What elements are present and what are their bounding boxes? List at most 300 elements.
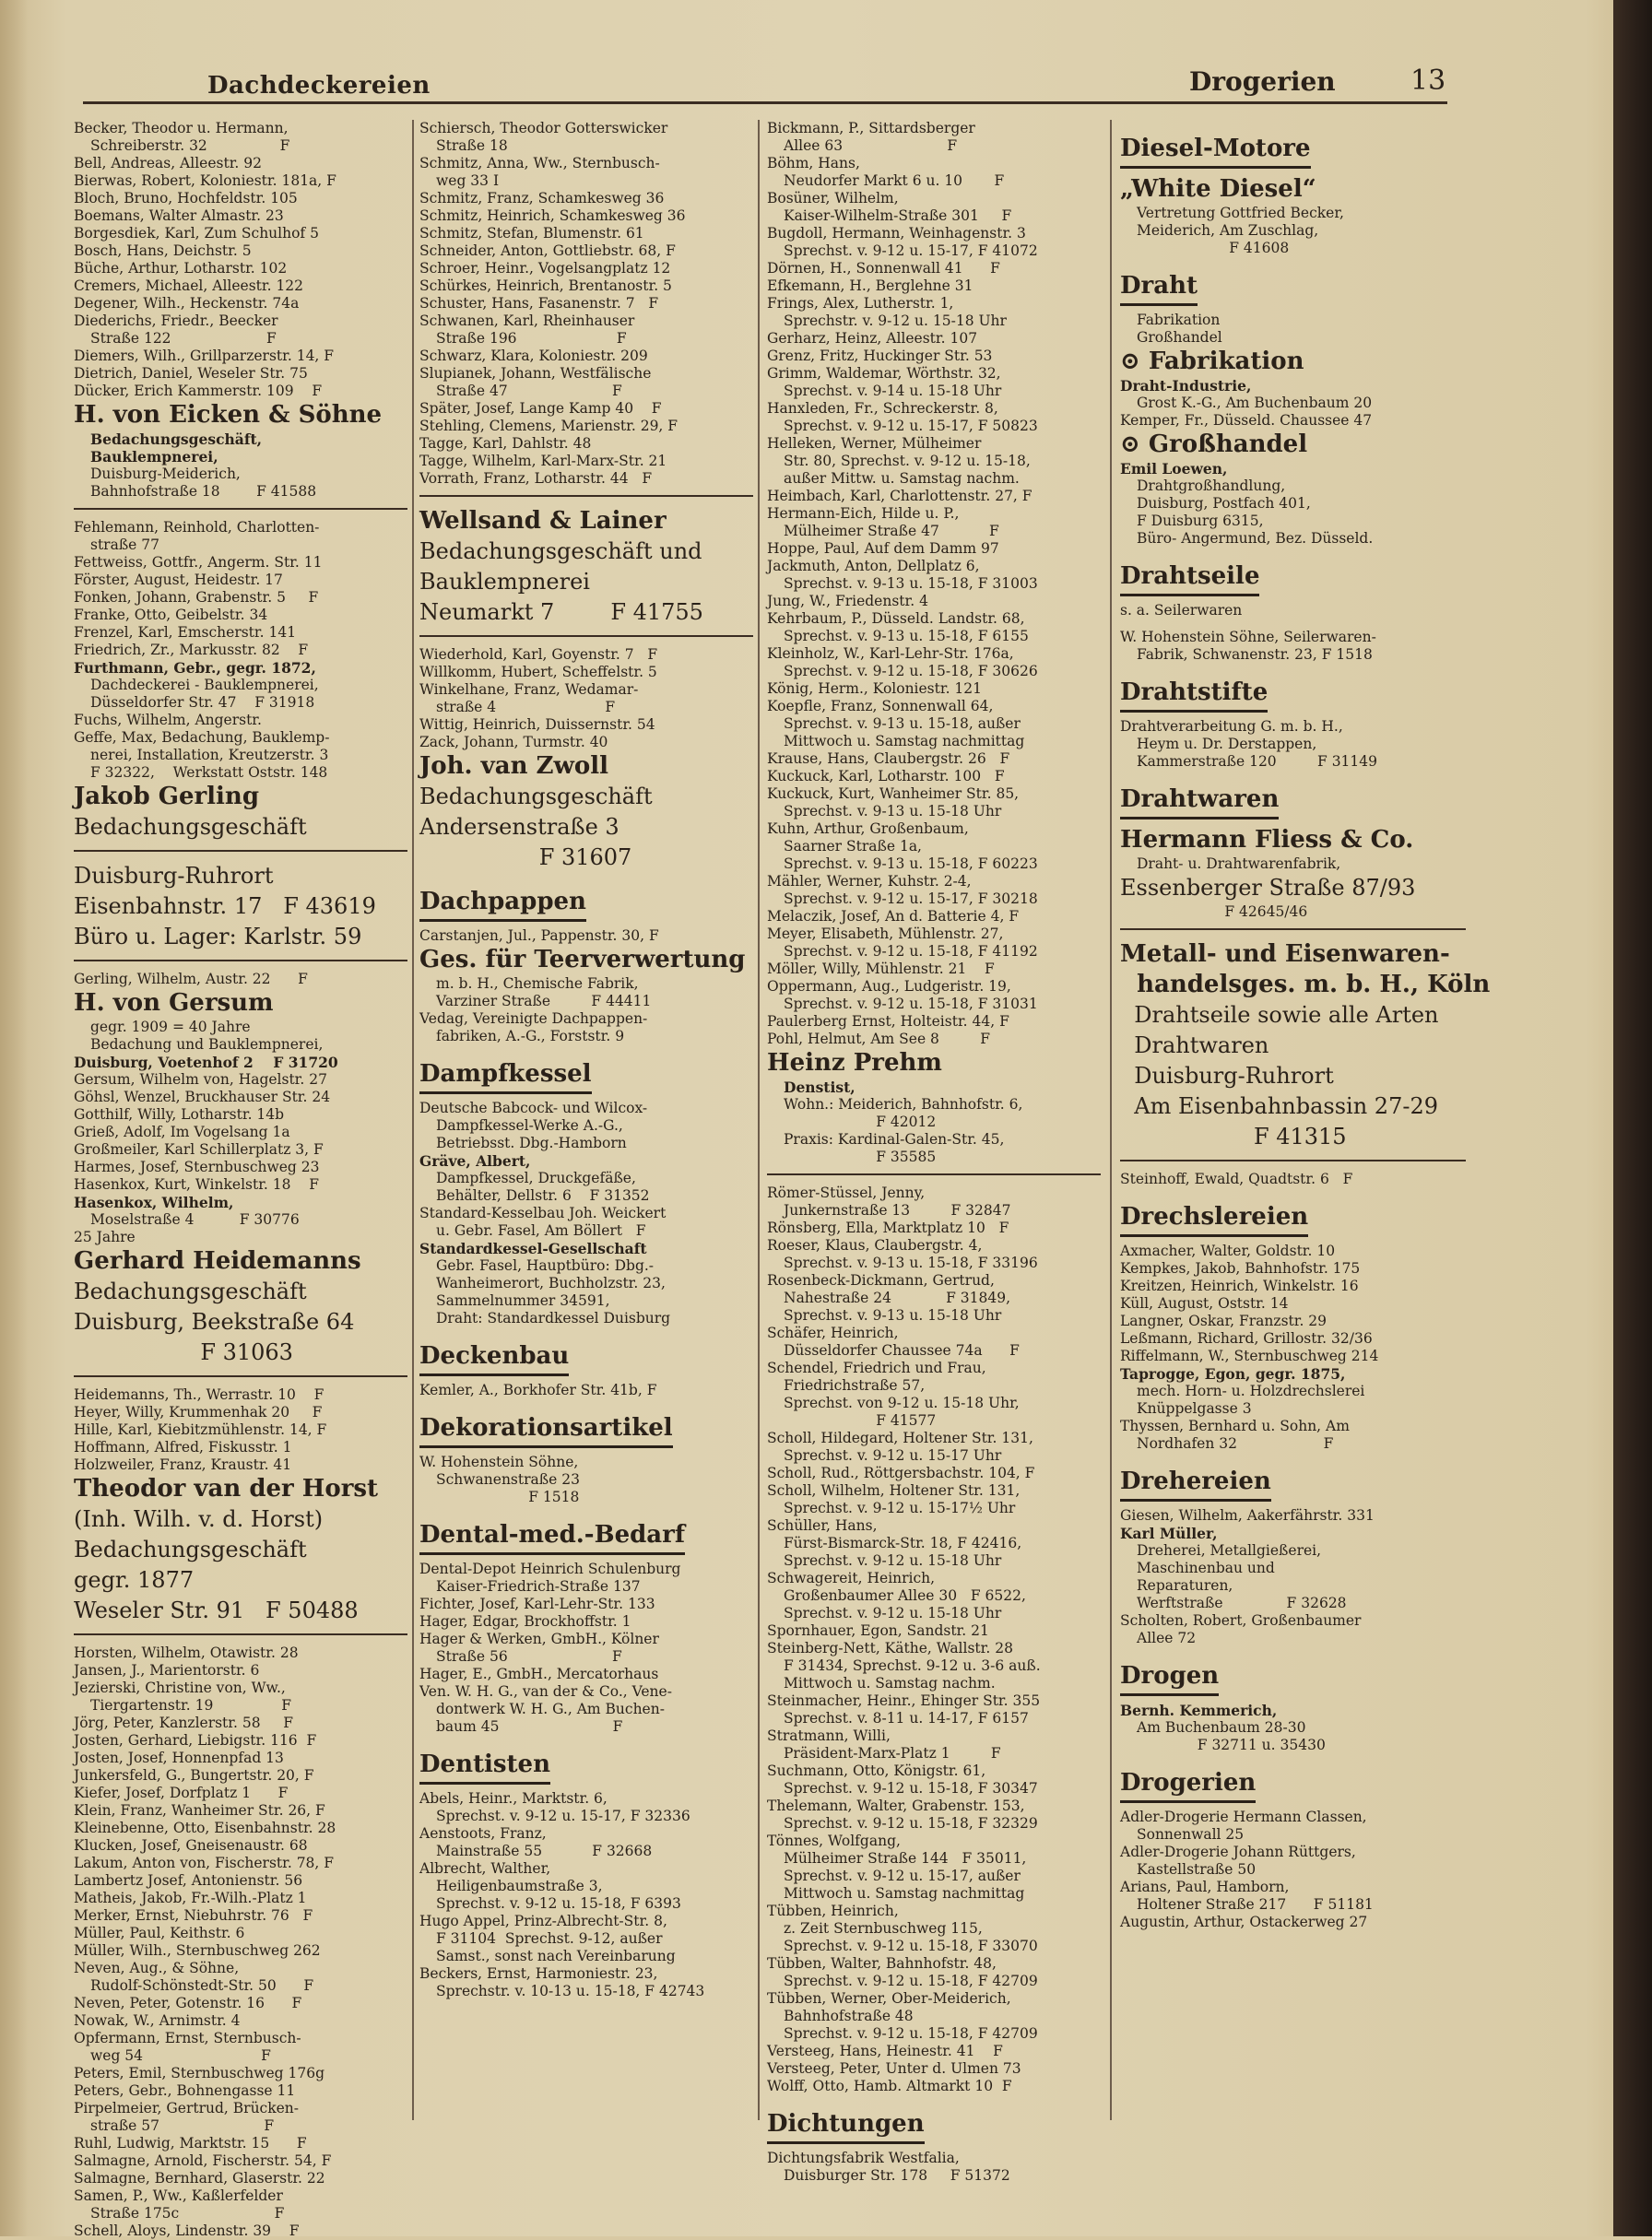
listing-line: Fuchs, Wilhelm, Angerstr.	[74, 712, 262, 728]
listing-line: Fehlemann, Reinhold, Charlotten-	[74, 519, 320, 536]
listing-line: Schroer, Heinr., Vogelsangplatz 12	[419, 260, 671, 277]
column-divider	[758, 120, 760, 2120]
listing-line: Bierwas, Robert, Koloniestr. 181a, F	[74, 172, 336, 189]
section-heading-wrap	[419, 1506, 753, 1561]
listing-line: Mainstraße 55 F 32668	[436, 1843, 653, 1859]
listing-line: Kuhn, Arthur, Großenbaum,	[767, 820, 969, 837]
listing-line: Sonnenwall 25	[1137, 1826, 1245, 1843]
listing-line: Hermann-Eich, Hilde u. P.,	[767, 505, 960, 522]
listing-line: Jackmuth, Anton, Dellplatz 6,	[767, 558, 980, 574]
listing-line: Moselstraße 4 F 30776	[90, 1211, 300, 1228]
listing-line: F 35585	[767, 1149, 937, 1165]
listing-line: Peters, Emil, Sternbuschweg 176g	[74, 2065, 325, 2081]
section-heading-wrap	[1120, 120, 1466, 174]
listing-line: Sprechst. v. 9-13 u. 15-18 Uhr	[784, 1307, 1002, 1324]
listing-line: F 32322, Werkstatt Oststr. 148	[90, 764, 328, 781]
listing-line: Sprechst. v. 8-11 u. 14-17, F 6157	[784, 1710, 1029, 1727]
advert-line: gegr. 1877	[74, 1567, 195, 1593]
listing-line: Grimm, Waldemar, Wörthstr. 32,	[767, 365, 1001, 382]
listing-column-3	[767, 120, 1101, 2184]
advert-title: Gerhard Heidemanns	[74, 1247, 361, 1275]
listing-line: Geffe, Max, Bedachung, Bauklemp-	[74, 729, 330, 746]
advert-line: Duisburg-Ruhrort	[74, 863, 274, 889]
listing-line: Josten, Josef, Honnenpfad 13	[74, 1750, 284, 1766]
listing-line: Nowak, W., Arnimstr. 4	[74, 2012, 241, 2029]
listing-line: Melaczik, Josef, An d. Batterie 4, F	[767, 908, 1020, 925]
listing-line: Tönnes, Wolfgang,	[767, 1833, 901, 1849]
advert-line: (Inh. Wilh. v. d. Horst)	[74, 1506, 324, 1532]
listing-line: Ven. W. H. G., van der & Co., Vene-	[419, 1683, 672, 1700]
advert-title: Ges. für Teerverwertung	[419, 946, 746, 973]
advert-line: Bedachungsgeschäft	[74, 1537, 307, 1562]
advert-title: ⊙ Großhandel	[1120, 430, 1308, 458]
listing-line: Sammelnummer 34591,	[436, 1292, 610, 1309]
listing-line: Sprechst. v. 9-13 u. 15-18, F 6155	[784, 628, 1029, 644]
listing-line: Scholl, Wilhelm, Holtener Str. 131,	[767, 1482, 1021, 1499]
listing-line: Am Buchenbaum 28-30	[1137, 1719, 1306, 1736]
page-edge	[1613, 0, 1652, 2236]
listing-line: Hager, Edgar, Brockhoffstr. 1	[419, 1613, 631, 1630]
listing-line: Carstanjen, Jul., Pappenstr. 30, F	[419, 927, 659, 944]
listing-line: Zack, Johann, Turmstr. 40	[419, 734, 608, 750]
listing-line: Samst., sonst nach Vereinbarung	[436, 1948, 676, 1964]
listing-line: Bedachungsgeschäft,	[90, 430, 263, 448]
listing-line: Großhandel	[1137, 329, 1222, 346]
listing-line: Werftstraße F 32628	[1137, 1595, 1347, 1611]
listing-line: Großmeiler, Karl Schillerplatz 3, F	[74, 1141, 324, 1158]
listing-line: baum 45 F	[436, 1718, 623, 1735]
listing-line: Wiederhold, Karl, Goyenstr. 7 F	[419, 646, 658, 663]
listing-line: Gersum, Wilhelm von, Hagelstr. 27	[74, 1071, 327, 1088]
listing-line: Friedrich, Zr., Markusstr. 82 F	[74, 642, 309, 658]
listing-line: außer Mittw. u. Samstag nachm.	[784, 470, 1020, 487]
entry-divider	[74, 1633, 407, 1635]
listing-line: Sprechst. v. 9-13 u. 15-18, F 31003	[784, 575, 1038, 592]
listing-line: Steinhoff, Ewald, Quadtstr. 6 F	[1120, 1171, 1353, 1187]
listing-line: Abels, Heinr., Marktstr. 6,	[419, 1790, 608, 1807]
advert-line: Bedachungsgeschäft	[74, 814, 307, 840]
advert-title: H. von Eicken & Söhne	[74, 401, 383, 429]
advert-line: Andersenstraße 3	[419, 814, 620, 840]
listing-line: Heiligenbaumstraße 3,	[436, 1878, 603, 1894]
listing-line: Gerharz, Heinz, Alleestr. 107	[767, 330, 978, 347]
advert-title: Joh. van Zwoll	[419, 752, 609, 780]
listing-line: Bugdoll, Hermann, Weinhagenstr. 3	[767, 225, 1026, 242]
section-heading-wrap	[1120, 664, 1466, 718]
listing-line: Steinmacher, Heinr., Ehinger Str. 355	[767, 1692, 1041, 1709]
listing-line: gegr. 1909 = 40 Jahre	[90, 1019, 251, 1035]
section-heading: Drahtstifte	[1120, 677, 1268, 713]
listing-line: Beckers, Ernst, Harmoniestr. 23,	[419, 1965, 658, 1982]
listing-line: Wanheimerort, Buchholzstr. 23,	[436, 1275, 666, 1291]
listing-line: Franke, Otto, Geibelstr. 34	[74, 607, 268, 623]
listing-line: Willkomm, Hubert, Scheffelstr. 5	[419, 664, 657, 680]
listing-line: Römer-Stüssel, Jenny,	[767, 1185, 926, 1201]
listing-line: Meiderich, Am Zuschlag,	[1137, 222, 1319, 239]
listing-line: Möller, Willy, Mühlenstr. 21 F	[767, 961, 995, 977]
listing-line: Schwarz, Klara, Koloniestr. 209	[419, 348, 648, 364]
listing-line: F 42012	[767, 1114, 937, 1130]
listing-line: Dichtungsfabrik Westfalia,	[767, 2150, 960, 2166]
listing-line: Dachdeckerei - Bauklempnerei,	[90, 677, 319, 693]
advert-line: Bauklempnerei	[419, 569, 590, 595]
entry-divider	[74, 1375, 407, 1377]
listing-line: Standard-Kesselbau Joh. Weickert	[419, 1205, 667, 1221]
listing-line: s. a. Seilerwaren	[1120, 602, 1243, 619]
section-heading: Dekorationsartikel	[419, 1412, 673, 1448]
advert-line: Eisenbahnstr. 17 F 43619	[74, 893, 376, 919]
listing-line: Taprogge, Egon, gegr. 1875,	[1120, 1365, 1346, 1383]
listing-line: Küll, August, Oststr. 14	[1120, 1295, 1289, 1312]
listing-line: Heym u. Dr. Derstappen,	[1137, 736, 1317, 752]
advert-title: H. von Gersum	[74, 989, 274, 1017]
listing-line: F 42645/46	[1120, 903, 1308, 920]
listing-line: Adler-Drogerie Johann Rüttgers,	[1120, 1844, 1356, 1860]
listing-line: Neven, Peter, Gotenstr. 16 F	[74, 1995, 302, 2011]
advert-line: Am Eisenbahnbassin 27-29	[1120, 1093, 1438, 1119]
listing-line: Rönsberg, Ella, Marktplatz 10 F	[767, 1220, 1009, 1236]
listing-line: Straße 196 F	[436, 330, 627, 347]
listing-line: Opfermann, Ernst, Sternbusch-	[74, 2030, 301, 2046]
listing-line: Bosch, Hans, Deichstr. 5	[74, 242, 252, 259]
listing-line: Bloch, Bruno, Hochfeldstr. 105	[74, 190, 298, 206]
listing-line: Heyer, Willy, Krummenhak 20 F	[74, 1404, 323, 1421]
listing-line: Sprechstr. v. 9-12 u. 15-18 Uhr	[784, 312, 1007, 329]
section-heading: Dampfkessel	[419, 1058, 592, 1094]
listing-line: Duisburger Str. 178 F 51372	[784, 2167, 1010, 2184]
listing-line: Sprechst. v. 9-12 u. 15-18, F 42709	[784, 1973, 1038, 1989]
listing-line: Diemers, Wilh., Grillparzerstr. 14, F	[74, 348, 335, 364]
listing-line: Bickmann, P., Sittardsberger	[767, 120, 975, 136]
advert-line: F 31063	[74, 1339, 293, 1365]
listing-line: Versteeg, Peter, Unter d. Ulmen 73	[767, 2060, 1021, 2077]
listing-line: Bell, Andreas, Alleestr. 92	[74, 155, 262, 171]
section-heading: Drahtwaren	[1120, 784, 1279, 819]
listing-line: Kleinholz, W., Karl-Lehr-Str. 176a,	[767, 645, 1014, 662]
listing-line: Draht: Standardkessel Duisburg	[436, 1310, 671, 1326]
listing-line: Betriebsst. Dbg.-Hamborn	[436, 1135, 627, 1151]
listing-line: Lakum, Anton von, Fischerstr. 78, F	[74, 1855, 335, 1871]
listing-line: Holtener Straße 217 F 51181	[1137, 1896, 1374, 1913]
listing-line: Paulerberg Ernst, Holteistr. 44, F	[767, 1013, 1009, 1030]
listing-line: Krause, Hans, Claubergstr. 26 F	[767, 750, 1010, 767]
listing-line: Düsseldorfer Str. 47 F 31918	[90, 694, 315, 711]
listing-line: Hager & Werken, GmbH., Kölner	[419, 1631, 659, 1647]
listing-line: Kleinebenne, Otto, Eisenbahnstr. 28	[74, 1820, 336, 1836]
listing-line: Rosenbeck-Dickmann, Gertrud,	[767, 1272, 995, 1289]
section-heading: Dichtungen	[767, 2108, 925, 2144]
listing-line: Dreherei, Metallgießerei,	[1137, 1542, 1322, 1559]
listing-line: Sprechst. v. 9-12 u. 15-18, F 41192	[784, 943, 1038, 960]
listing-line: Klucken, Josef, Gneisenaustr. 68	[74, 1837, 308, 1854]
listing-line: Lambertz Josef, Antonienstr. 56	[74, 1872, 303, 1889]
listing-line: Göhsl, Wenzel, Bruckhauser Str. 24	[74, 1089, 331, 1105]
listing-line: Hasenkox, Kurt, Winkelstr. 18 F	[74, 1176, 319, 1193]
listing-line: Schendel, Friedrich und Frau,	[767, 1360, 986, 1376]
advert-line: Drahtseile sowie alle Arten	[1120, 1002, 1439, 1028]
listing-line: Reparaturen,	[1137, 1577, 1233, 1594]
listing-line: Meyer, Elisabeth, Mühlenstr. 27,	[767, 925, 1004, 942]
listing-line: Nahestraße 24 F 31849,	[784, 1290, 1011, 1306]
listing-line: Albrecht, Walther,	[419, 1860, 551, 1877]
listing-line: Fabrikation	[1137, 312, 1221, 328]
advert-title: Metall- und Eisenwaren-	[1120, 940, 1450, 968]
listing-line: Sprechst. v. 9-12 u. 15-18, F 31031	[784, 996, 1038, 1012]
listing-line: Arians, Paul, Hamborn,	[1120, 1879, 1290, 1895]
listing-line: Schüller, Hans,	[767, 1517, 878, 1534]
listing-line: W. Hohenstein Söhne,	[419, 1454, 579, 1470]
listing-line: Schreiberstr. 32 F	[90, 137, 290, 154]
listing-line: Praxis: Kardinal-Galen-Str. 45,	[784, 1131, 1005, 1148]
listing-line: Duisburg, Postfach 401,	[1137, 495, 1311, 512]
listing-line: Kammerstraße 120 F 31149	[1137, 753, 1378, 770]
advert-title: „White Diesel“	[1120, 175, 1316, 203]
advert-line: Weseler Str. 91 F 50488	[74, 1597, 359, 1623]
advert-line: Duisburg, Beekstraße 64	[74, 1309, 355, 1335]
listing-line: Wolff, Otto, Hamb. Altmarkt 10 F	[767, 2078, 1012, 2094]
advert-line: Neumarkt 7 F 41755	[419, 599, 703, 625]
listing-line: Junkernstraße 13 F 32847	[784, 1202, 1011, 1219]
section-heading-wrap	[419, 1399, 753, 1454]
section-heading-wrap	[419, 1736, 753, 1790]
page-number: 13	[1410, 65, 1446, 97]
listing-line: Helleken, Werner, Mülheimer	[767, 435, 982, 452]
listing-line: Tagge, Wilhelm, Karl-Marx-Str. 21	[419, 453, 667, 469]
listing-line: Müller, Paul, Keithstr. 6	[74, 1925, 245, 1941]
listing-column-1	[74, 120, 407, 2239]
listing-line: Adler-Drogerie Hermann Classen,	[1120, 1809, 1367, 1825]
listing-line: Tübben, Heinrich,	[767, 1903, 899, 1919]
listing-line: Scholl, Rud., Röttgersbachstr. 104, F	[767, 1465, 1035, 1481]
listing-line: weg 33 I	[436, 172, 500, 189]
section-heading: Draht	[1120, 270, 1198, 306]
listing-line: Präsident-Marx-Platz 1 F	[784, 1745, 1001, 1762]
section-heading: Drechslereien	[1120, 1201, 1308, 1237]
listing-line: Büche, Arthur, Lotharstr. 102	[74, 260, 288, 277]
column-divider	[412, 120, 414, 2120]
section-heading: Dentisten	[419, 1749, 550, 1785]
entry-divider	[74, 508, 407, 510]
advert-title: Wellsand & Lainer	[419, 507, 667, 535]
listing-column-2	[419, 120, 753, 2175]
listing-line: Jezierski, Christine von, Ww.,	[74, 1680, 286, 1696]
advert-title: Hermann Fliess & Co.	[1120, 826, 1414, 854]
advert-line: Duisburg-Ruhrort	[1120, 1063, 1334, 1089]
listing-line: Schwanen, Karl, Rheinhauser	[419, 312, 635, 329]
listing-line: Thelemann, Walter, Grabenstr. 153,	[767, 1798, 1025, 1814]
listing-line: Scholten, Robert, Großenbaumer	[1120, 1612, 1362, 1629]
header-right-category: Drogerien	[1189, 66, 1336, 97]
column-divider	[1110, 120, 1112, 2120]
listing-line: Dental-Depot Heinrich Schulenburg	[419, 1561, 681, 1577]
listing-line: Fürst-Bismarck-Str. 18, F 42416,	[784, 1535, 1022, 1551]
listing-line: Grieß, Adolf, Im Vogelsang 1a	[74, 1124, 290, 1140]
listing-line: Scholl, Hildegard, Holtener Str. 131,	[767, 1430, 1033, 1446]
listing-line: Hoffmann, Alfred, Fiskusstr. 1	[74, 1439, 292, 1456]
listing-line: Draht- u. Drahtwarenfabrik,	[1137, 855, 1341, 872]
section-heading-wrap	[1120, 257, 1466, 312]
listing-line: Fichter, Josef, Karl-Lehr-Str. 133	[419, 1596, 655, 1612]
listing-line: Sprechst. v. 9-12 u. 15-17 Uhr	[784, 1447, 1002, 1464]
entry-divider	[767, 1173, 1101, 1175]
listing-line: Friedrichstraße 57,	[784, 1377, 926, 1394]
listing-line: Sprechst. v. 9-12 u. 15-18, F 30347	[784, 1780, 1038, 1797]
listing-line: Sprechst. von 9-12 u. 15-18 Uhr,	[784, 1395, 1020, 1411]
listing-line: Fettweiss, Gottfr., Angerm. Str. 11	[74, 554, 323, 571]
advert-line: Bedachungsgeschäft	[419, 784, 653, 809]
listing-line: Sprechst. v. 9-12 u. 15-18, F 33070	[784, 1938, 1038, 1954]
listing-line: Bahnhofstraße 18 F 41588	[90, 483, 317, 500]
listing-line: Kaiser-Friedrich-Straße 137	[436, 1578, 641, 1595]
listing-column-4	[1120, 120, 1491, 2175]
listing-line: Saarner Straße 1a,	[784, 838, 922, 855]
section-heading-wrap	[1120, 1754, 1466, 1809]
listing-line: Mülheimer Straße 144 F 35011,	[784, 1850, 1027, 1867]
listing-line: fabriken, A.-G., Forststr. 9	[436, 1028, 625, 1044]
listing-line: Tübben, Werner, Ober-Meiderich,	[767, 1990, 1011, 2007]
listing-line: Horsten, Wilhelm, Otawistr. 28	[74, 1645, 299, 1661]
listing-line: Hoppe, Paul, Auf dem Damm 97	[767, 540, 999, 557]
listing-line: Langner, Oskar, Franzstr. 29	[1120, 1313, 1328, 1329]
listing-line: Kemper, Fr., Düsseld. Chaussee 47	[1120, 412, 1373, 429]
listing-line: Schell, Aloys, Lindenstr. 39 F	[74, 2222, 300, 2239]
listing-line: Sprechst. v. 9-14 u. 15-18 Uhr	[784, 383, 1002, 399]
listing-line: straße 77	[90, 536, 160, 553]
listing-line: Kiefer, Josef, Dorfplatz 1 F	[74, 1785, 289, 1801]
listing-line: Str. 80, Sprechst. v. 9-12 u. 15-18,	[784, 453, 1031, 469]
listing-line: Steinberg-Nett, Käthe, Wallstr. 28	[767, 1640, 1013, 1656]
listing-line: Bosüner, Wilhelm,	[767, 190, 899, 206]
entry-divider	[419, 635, 753, 637]
listing-line: Sprechst. v. 9-12 u. 15-18 Uhr	[784, 1605, 1002, 1621]
listing-line: Stratmann, Willi,	[767, 1727, 891, 1744]
listing-line: Jung, W., Friedenstr. 4	[767, 593, 928, 609]
listing-line: Schwagereit, Heinrich,	[767, 1570, 936, 1586]
listing-line: Gerling, Wilhelm, Austr. 22 F	[74, 971, 308, 987]
listing-line: Dampfkessel-Werke A.-G.,	[436, 1117, 623, 1134]
listing-line: Holzweiler, Franz, Kraustr. 41	[74, 1456, 292, 1473]
listing-line: Mülheimer Straße 47 F	[784, 523, 999, 539]
listing-line: mech. Horn- u. Holzdrechslerei	[1137, 1383, 1365, 1399]
listing-line: F 31104 Sprechst. 9-12, außer	[436, 1930, 663, 1947]
entry-divider	[74, 960, 407, 961]
listing-line: Dücker, Erich Kammerstr. 109 F	[74, 383, 323, 399]
listing-line: Oppermann, Aug., Ludgeristr. 19,	[767, 978, 1011, 995]
listing-line: Frings, Alex, Lutherstr. 1,	[767, 295, 954, 312]
listing-line: Aenstoots, Franz,	[419, 1825, 547, 1842]
entry-divider	[74, 850, 407, 852]
listing-line: Draht-Industrie,	[1120, 377, 1252, 395]
listing-line: Peters, Gebr., Bohnengasse 11	[74, 2082, 296, 2099]
listing-line: Klein, Franz, Wanheimer Str. 26, F	[74, 1802, 325, 1819]
listing-line: Vedag, Vereinigte Dachpappen-	[419, 1010, 648, 1027]
section-heading-wrap	[419, 1045, 753, 1100]
section-heading-wrap	[1120, 1188, 1466, 1243]
entry-divider	[419, 495, 753, 497]
listing-line: Becker, Theodor u. Hermann,	[74, 120, 289, 136]
listing-line: Heimbach, Karl, Charlottenstr. 27, F	[767, 488, 1032, 504]
listing-line: straße 57 F	[90, 2117, 275, 2134]
listing-line: Kemler, A., Borkhofer Str. 41b, F	[419, 1382, 657, 1398]
listing-line: Denstist,	[784, 1079, 856, 1096]
listing-line: Bauklempnerei,	[90, 448, 218, 466]
listing-line: Hanxleden, Fr., Schreckerstr. 8,	[767, 400, 998, 417]
listing-line: Dietrich, Daniel, Weseler Str. 75	[74, 365, 308, 382]
listing-line: Jörg, Peter, Kanzlerstr. 58 F	[74, 1715, 293, 1731]
listing-line: Bedachung und Bauklempnerei,	[90, 1036, 324, 1053]
listing-line: Emil Loewen,	[1120, 460, 1228, 477]
listing-line: Sprechst. v. 9-12 u. 15-18 Uhr	[784, 1552, 1002, 1569]
listing-line: Kuckuck, Kurt, Wanheimer Str. 85,	[767, 785, 1020, 802]
listing-line: Schuster, Hans, Fasanenstr. 7 F	[419, 295, 659, 312]
listing-line: Vertretung Gottfried Becker,	[1137, 205, 1344, 221]
listing-line: Dörnen, H., Sonnenwall 41 F	[767, 260, 1000, 277]
listing-line: Maschinenbau und	[1137, 1560, 1275, 1576]
listing-line: Salmagne, Bernhard, Glaserstr. 22	[74, 2170, 325, 2187]
listing-line: F 32711 u. 35430	[1120, 1737, 1326, 1753]
listing-line: Hasenkox, Wilhelm,	[74, 1194, 234, 1211]
listing-line: Deutsche Babcock- und Wilcox-	[419, 1100, 648, 1116]
listing-line: Wittig, Heinrich, Duissernstr. 54	[419, 716, 655, 733]
listing-line: Winkelhane, Franz, Wedamar-	[419, 681, 639, 698]
section-heading: Diesel-Motore	[1120, 133, 1311, 169]
listing-line: Roeser, Klaus, Claubergstr. 4,	[767, 1237, 983, 1254]
listing-line: Hille, Karl, Kiebitzmühlenstr. 14, F	[74, 1421, 327, 1438]
section-heading-wrap	[1120, 1647, 1466, 1702]
listing-line: straße 4 F	[436, 699, 616, 715]
listing-line: 25 Jahre	[74, 1229, 136, 1245]
listing-line: Fonken, Johann, Grabenstr. 5 F	[74, 589, 319, 606]
section-heading-wrap	[1120, 1453, 1466, 1507]
listing-line: Borgesdiek, Karl, Zum Schulhof 5	[74, 225, 319, 242]
listing-line: F 1518	[419, 1489, 580, 1505]
listing-line: F 31434, Sprechst. 9-12 u. 3-6 auß.	[784, 1657, 1041, 1674]
listing-line: Sprechst. v. 9-13 u. 15-18, außer	[784, 715, 1021, 732]
listing-line: Standardkessel-Gesellschaft	[419, 1240, 647, 1257]
listing-line: Düsseldorfer Chaussee 74a F	[784, 1342, 1020, 1359]
section-heading-wrap	[767, 2095, 1101, 2150]
listing-line: m. b. H., Chemische Fabrik,	[436, 975, 639, 992]
listing-line: Grenz, Fritz, Huckinger Str. 53	[767, 348, 993, 364]
listing-line: Josten, Gerhard, Liebigstr. 116 F	[74, 1732, 317, 1749]
listing-line: Jansen, J., Marientorstr. 6	[74, 1662, 260, 1679]
listing-line: Spornhauer, Egon, Sandstr. 21	[767, 1622, 989, 1639]
listing-line: Sprechst. v. 9-12 u. 15-17, F 30218	[784, 890, 1038, 907]
listing-line: Sprechst. v. 9-12 u. 15-18, F 6393	[436, 1895, 681, 1912]
listing-line: Harmes, Josef, Sternbuschweg 23	[74, 1159, 320, 1175]
listing-line: Mittwoch u. Samstag nachmittag	[784, 1885, 1025, 1902]
listing-line: Straße 122 F	[90, 330, 277, 347]
listing-line: Frenzel, Karl, Emscherstr. 141	[74, 624, 297, 641]
listing-line: Varziner Straße F 44411	[436, 993, 652, 1009]
listing-line: Salmagne, Arnold, Fischerstr. 54, F	[74, 2152, 332, 2169]
advert-line: Bedachungsgeschäft	[74, 1279, 307, 1304]
listing-line: Schmitz, Franz, Schamkesweg 36	[419, 190, 665, 206]
listing-line: Mähler, Werner, Kuhstr. 2-4,	[767, 873, 972, 890]
advert-line: Essenberger Straße 87/93	[1120, 875, 1416, 901]
listing-line: Sprechst. v. 9-12 u. 15-17, F 50823	[784, 418, 1038, 434]
advert-line: F 31607	[419, 844, 632, 870]
advert-line: Drahtwaren	[1120, 1032, 1269, 1058]
listing-line: Drahtgroßhandlung,	[1137, 477, 1286, 494]
listing-line: Samen, P., Ww., Kaßlerfelder	[74, 2187, 283, 2204]
listing-line: Tagge, Karl, Dahlstr. 48	[419, 435, 592, 452]
listing-line: Vorrath, Franz, Lotharstr. 44 F	[419, 470, 653, 487]
entry-divider	[1120, 1160, 1466, 1161]
listing-line: F 41608	[1120, 240, 1290, 256]
listing-line: Sprechst. v. 9-12 u. 15-18, F 30626	[784, 663, 1038, 679]
listing-line: Müller, Wilh., Sternbuschweg 262	[74, 1942, 321, 1959]
